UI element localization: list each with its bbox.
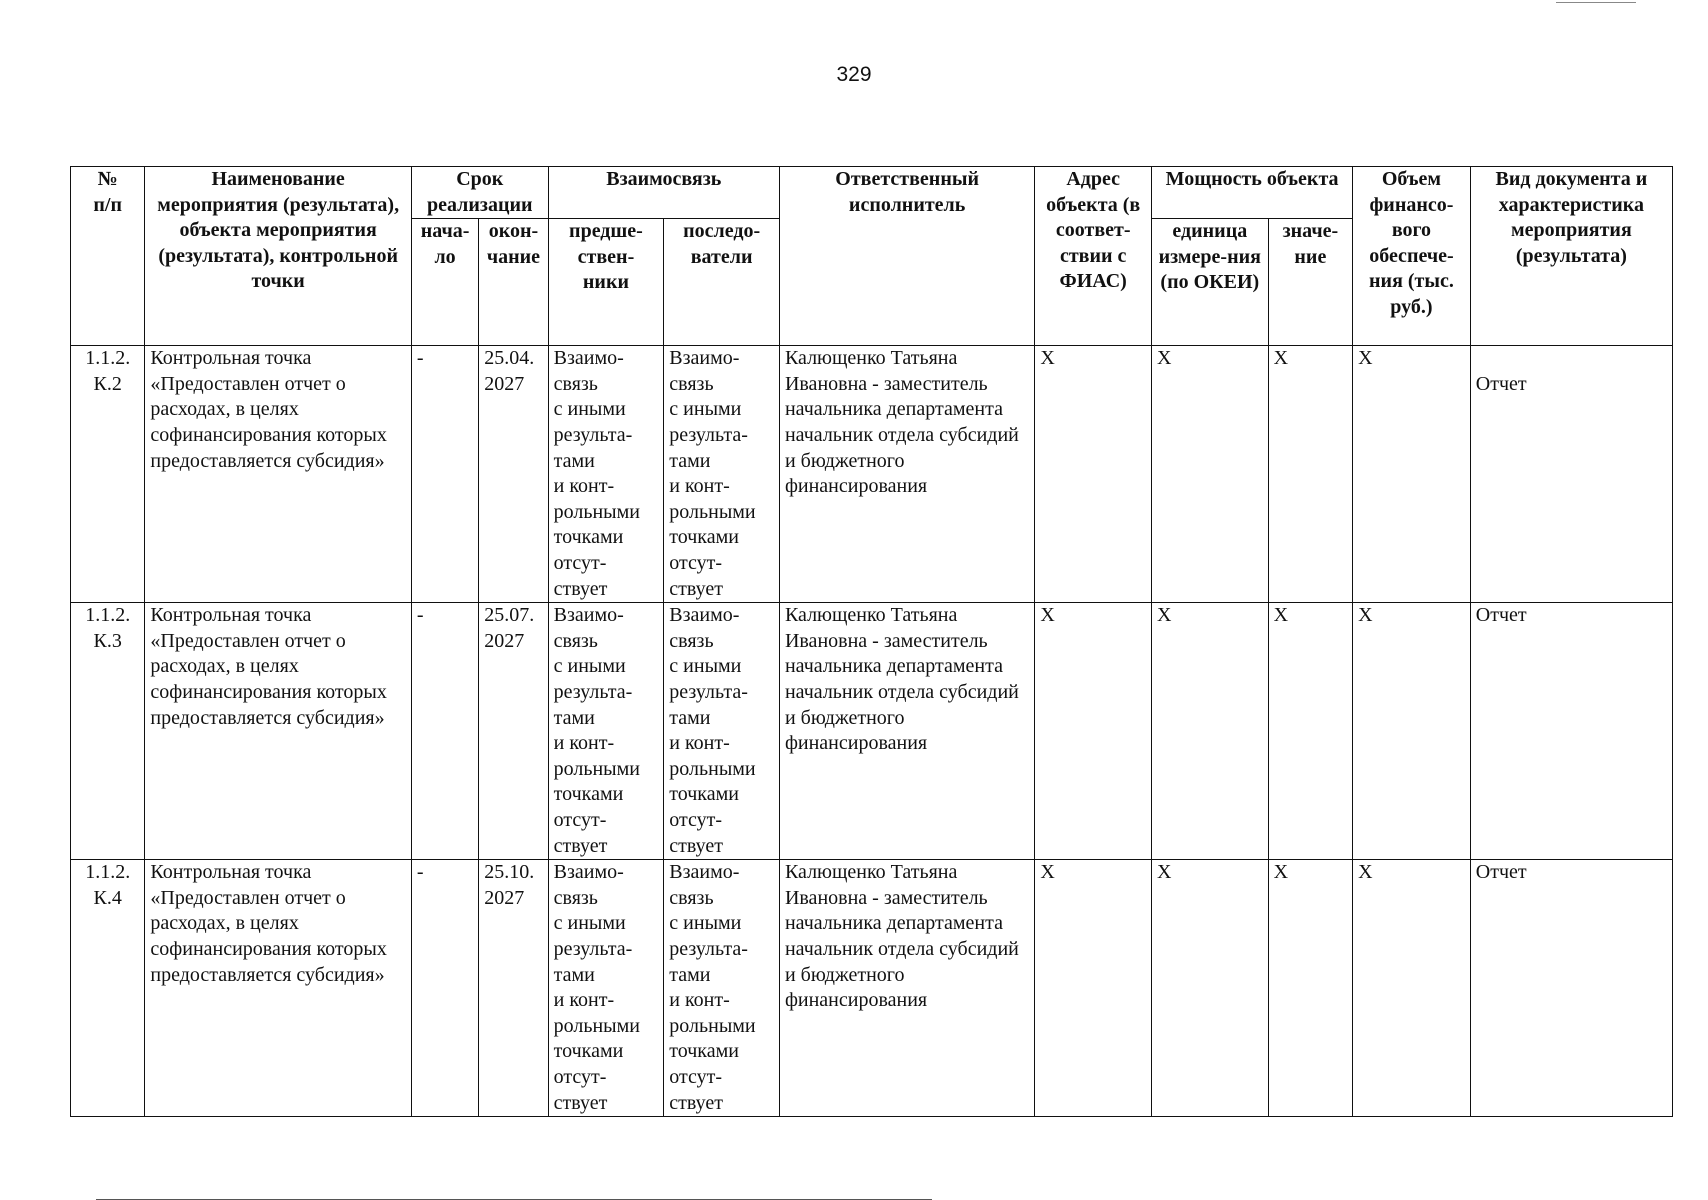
header-responsible: Ответственный исполнитель	[779, 167, 1034, 346]
header-capacity-value: значе- ние	[1268, 219, 1352, 346]
cell-value: X	[1268, 603, 1352, 860]
header-name: Наименование мероприятия (результата), объекта мероприятия (результата), контрольной точки	[145, 167, 411, 346]
cell-num: 1.1.2. К.2	[71, 346, 145, 603]
cell-address: X	[1035, 603, 1152, 860]
header-relation-prev: предше- ствен- ники	[548, 219, 664, 346]
table-row	[71, 860, 1673, 1117]
cell-value: X	[1268, 860, 1352, 1117]
cell-doc: Отчет	[1470, 603, 1672, 860]
header-period: Срок реализации	[411, 167, 548, 219]
header-capacity-unit: единица измере-ния (по ОКЕИ)	[1152, 219, 1269, 346]
cell-unit: X	[1152, 603, 1269, 860]
cell-unit: X	[1152, 860, 1269, 1117]
cell-name: Контрольная точка «Предоставлен отчет о расходах, в целях софинансирования которых предоставляется субсидия»	[145, 346, 411, 603]
cell-doc: Отчет	[1470, 860, 1672, 1117]
cell-responsible: Калющенко Татьяна Ивановна - заместитель начальника департамента начальник отдела субсидий и бюджетного финансирования	[779, 860, 1034, 1117]
table-row	[71, 346, 1673, 603]
page-number: 329	[836, 63, 872, 86]
cell-next: Взаимо- связь с иными результа- тами и конт- рольными точками отсут- ствует	[664, 603, 780, 860]
cell-doc: Отчет	[1470, 346, 1672, 603]
cell-name: Контрольная точка «Предоставлен отчет о расходах, в целях софинансирования которых предоставляется субсидия»	[145, 860, 411, 1117]
cell-end: 25.04. 2027	[479, 346, 548, 603]
header-num: № п/п	[71, 167, 145, 346]
header-relation: Взаимосвязь	[548, 167, 779, 219]
header-funding: Объем финансо-вого обеспече-ния (тыс. руб.)	[1353, 167, 1471, 346]
header-period-start: нача- ло	[411, 219, 478, 346]
cell-start: -	[411, 860, 478, 1117]
cell-end: 25.10. 2027	[479, 860, 548, 1117]
header-address: Адрес объекта (в соответ-ствии с ФИАС)	[1035, 167, 1152, 346]
cell-address: X	[1035, 346, 1152, 603]
cell-next: Взаимо- связь с иными результа- тами и конт- рольными точками отсут- ствует	[664, 346, 780, 603]
top-scan-line	[1556, 2, 1636, 3]
cell-prev: Взаимо- связь с иными результа- тами и конт- рольными точками отсут- ствует	[548, 603, 664, 860]
header-doc-type: Вид документа и характеристика мероприятия (результата)	[1470, 167, 1672, 346]
cell-funding: X	[1353, 860, 1471, 1117]
header-capacity: Мощность объекта	[1152, 167, 1353, 219]
cell-responsible: Калющенко Татьяна Ивановна - заместитель начальника департамента начальник отдела субсидий и бюджетного финансирования	[779, 346, 1034, 603]
cell-end: 25.07. 2027	[479, 603, 548, 860]
cell-name: Контрольная точка «Предоставлен отчет о расходах, в целях софинансирования которых предоставляется субсидия»	[145, 603, 411, 860]
activity-table	[70, 166, 1673, 1117]
header-relation-next: последо- ватели	[664, 219, 780, 346]
cell-funding: X	[1353, 603, 1471, 860]
cell-unit: X	[1152, 346, 1269, 603]
cell-responsible: Калющенко Татьяна Ивановна - заместитель начальника департамента начальник отдела субсидий и бюджетного финансирования	[779, 603, 1034, 860]
header-period-end: окон- чание	[479, 219, 548, 346]
cell-num: 1.1.2. К.4	[71, 860, 145, 1117]
cell-next: Взаимо- связь с иными результа- тами и конт- рольными точками отсут- ствует	[664, 860, 780, 1117]
cell-prev: Взаимо- связь с иными результа- тами и конт- рольными точками отсут- ствует	[548, 346, 664, 603]
cell-value: X	[1268, 346, 1352, 603]
cell-start: -	[411, 603, 478, 860]
cell-address: X	[1035, 860, 1152, 1117]
table-row	[71, 603, 1673, 860]
cell-start: -	[411, 346, 478, 603]
cell-num: 1.1.2. К.3	[71, 603, 145, 860]
cell-prev: Взаимо- связь с иными результа- тами и конт- рольными точками отсут- ствует	[548, 860, 664, 1117]
cell-funding: X	[1353, 346, 1471, 603]
